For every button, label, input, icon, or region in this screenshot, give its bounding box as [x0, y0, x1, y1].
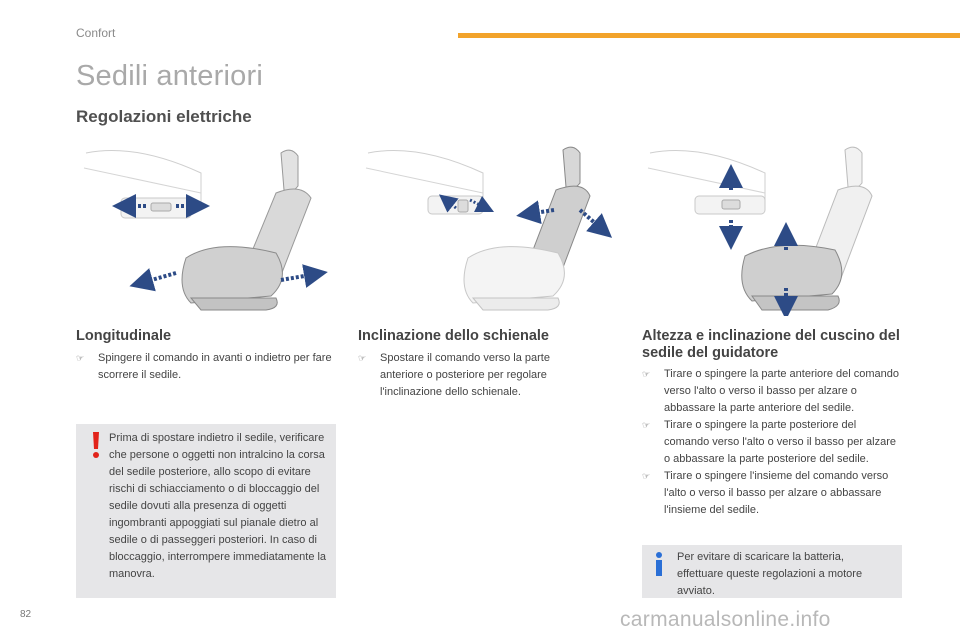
pointing-hand-icon: ☞	[642, 420, 651, 430]
page-number: 82	[20, 609, 32, 620]
column-title-height: Altezza e inclinazione del cuscino del sedile del guidatore	[642, 328, 900, 361]
info-text: Per evitare di scaricare la batteria, effettuare queste regolazioni a motore avviato.	[677, 551, 863, 597]
pointing-hand-icon: ☞	[358, 353, 367, 363]
bullet-list-height	[642, 366, 900, 519]
seat-longitudinal-illustration	[76, 138, 332, 316]
warning-text: Prima di spostare indietro il sedile, verificare che persone o oggetti non intralcino la corsa del sedile posteriore, allo scopo di evitare rischi di schiacciamento o di bloccaggio del sedile dovuti alla presenza di oggetti ingombranti appoggiati sul pianale dietro al sedile o di passeggeri posteriori. In caso di bloccaggio, interrompere immediatamente la manovra.	[109, 432, 327, 580]
info-box	[642, 545, 902, 598]
bullet-list-backrest	[358, 350, 588, 401]
list-item: ☞ Spingere il comando in avanti o indietro per fare scorrere il sedile.	[76, 352, 332, 381]
list-item: ☞ Tirare o spingere l'insieme del comando verso l'alto o verso il basso per alzare o abbassare l'insieme del sedile.	[642, 470, 889, 516]
pointing-hand-icon: ☞	[642, 471, 651, 481]
section-subtitle: Regolazioni elettriche	[76, 107, 252, 126]
pointing-hand-icon: ☞	[76, 353, 85, 363]
list-item: ☞ Tirare o spingere la parte posteriore del comando verso l'alto o verso il basso per alzare o abbassare la parte posteriore del sedile.	[642, 419, 896, 465]
header-accent-bar	[458, 33, 960, 38]
section-label: Confort	[76, 26, 116, 40]
list-item: ☞ Tirare o spingere la parte anteriore del comando verso l'alto o verso il basso per alzare o abbassare la parte anteriore del sedile.	[642, 368, 900, 414]
page-title: Sedili anteriori	[76, 60, 263, 92]
info-icon	[652, 551, 666, 577]
warning-box	[76, 424, 336, 598]
list-item: ☞ Spostare il comando verso la parte anteriore o posteriore per regolare l'inclinazione dello schienale.	[358, 352, 550, 398]
pointing-hand-icon: ☞	[642, 369, 651, 379]
seat-height-illustration	[640, 138, 896, 316]
exclamation-icon	[88, 430, 104, 460]
seat-backrest-illustration	[358, 138, 614, 316]
column-title-longitudinal: Longitudinale	[76, 328, 172, 344]
column-title-backrest: Inclinazione dello schienale	[358, 328, 549, 344]
watermark: carmanualsonline.info	[620, 608, 831, 631]
bullet-list-longitudinal	[76, 350, 338, 384]
